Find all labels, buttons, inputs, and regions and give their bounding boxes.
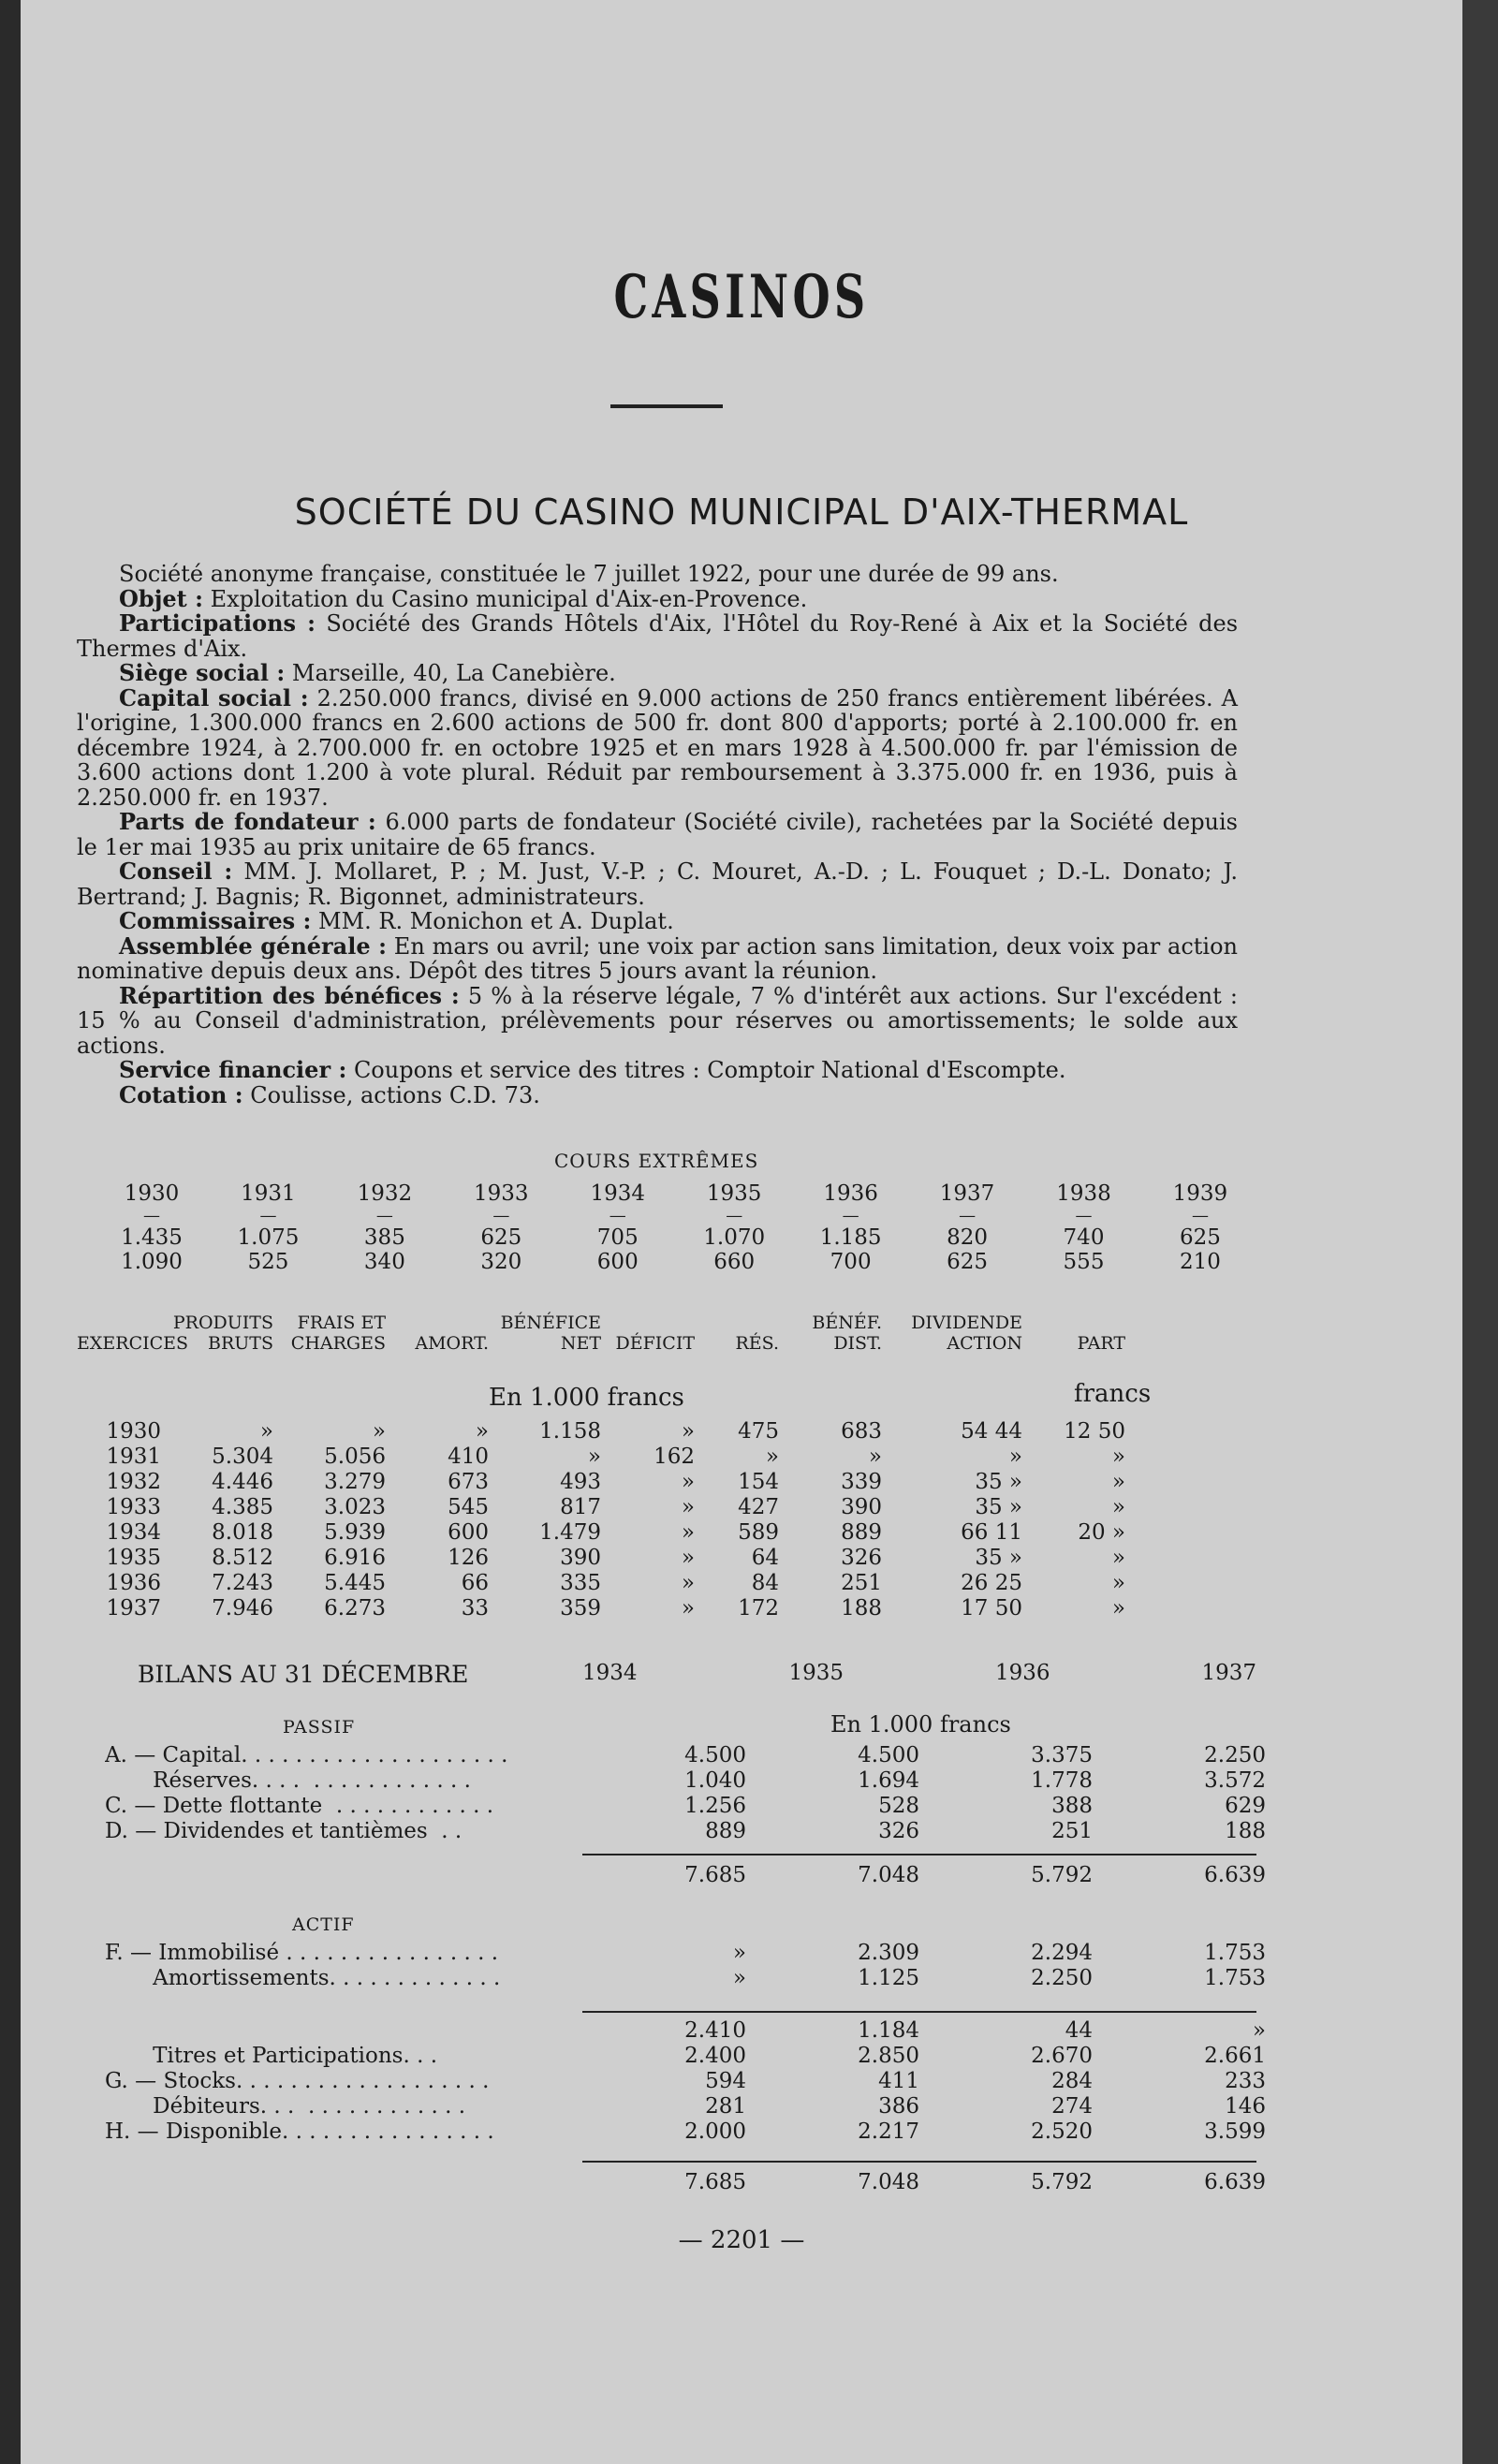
exercices-units-francs: francs [1074, 1380, 1152, 1408]
cours-low: 625 [947, 1250, 989, 1274]
bilan-total-value: » [1252, 2018, 1266, 2043]
bilan-value: 2.294 [1031, 1941, 1093, 1965]
exercices-row [77, 1596, 1247, 1621]
exercices-cell: 172 [738, 1596, 779, 1621]
exercices-cell: » [681, 1470, 695, 1494]
cours-low: 700 [830, 1250, 872, 1274]
passif-total [105, 1863, 1266, 1888]
cours-year: 1936 [823, 1181, 878, 1206]
bilan-value: » [732, 1966, 746, 1990]
description-label: Capital social : [119, 683, 309, 711]
bilan-value: 233 [1225, 2069, 1266, 2093]
cours-dash: — [143, 1206, 160, 1225]
actif-table-1 [105, 1941, 1266, 1991]
exercices-cell: 6.273 [324, 1596, 386, 1621]
bilan-label: Amortissements. . . . . . . . . . . . . [105, 1966, 501, 1990]
description-label: Assemblée générale : [119, 931, 387, 960]
exercices-cell: » [681, 1596, 695, 1621]
bilan-value: » [732, 1941, 746, 1965]
bilan-value: 4.500 [858, 1743, 919, 1767]
description-paragraph [77, 810, 1238, 859]
bilan-value: 2.661 [1204, 2044, 1266, 2068]
bilan-row [105, 2094, 1266, 2119]
bilans-year: 1935 [788, 1661, 844, 1685]
description-label: Service financier : [119, 1056, 347, 1083]
bilans-title: BILANS AU 31 DÉCEMBRE [138, 1661, 469, 1688]
bilan-value: 146 [1225, 2094, 1266, 2119]
cours-high: 1.070 [703, 1225, 766, 1250]
exercices-cell: 475 [738, 1419, 779, 1444]
description-text: MM. R. Monichon et A. Duplat. [311, 908, 674, 934]
exercices-head: EXERCICES [77, 1333, 189, 1354]
exercices-cell: 20 » [1078, 1520, 1125, 1545]
exercices-cell: 17 50 [961, 1596, 1022, 1621]
cours-high: 705 [596, 1225, 639, 1250]
bilan-row [105, 1941, 1266, 1966]
exercices-head: AMORT. [415, 1333, 489, 1354]
bilan-label: H. — Disponible. . . . . . . . . . . . . . . . [105, 2119, 494, 2144]
description-text: Coulisse, actions C.D. 73. [242, 1081, 540, 1108]
bilan-value: 889 [705, 1819, 746, 1843]
exercices-head [386, 1313, 489, 1333]
bilan-total-value: 7.048 [858, 2170, 919, 2194]
cours-dash: — [1075, 1206, 1093, 1225]
bilan-label: C. — Dette flottante . . . . . . . . . . . . [105, 1794, 493, 1818]
bilan-value: 1.256 [684, 1794, 746, 1818]
exercices-cell: 5.304 [212, 1445, 273, 1469]
exercices-head: FRAIS ET [297, 1313, 386, 1333]
bilan-value: 3.375 [1031, 1743, 1093, 1767]
exercices-head: CHARGES [290, 1333, 386, 1354]
bilan-value: 4.500 [684, 1743, 746, 1767]
actif-label: ACTIF [292, 1914, 355, 1935]
exercices-cell: 66 [461, 1571, 489, 1595]
exercices-cell: » [681, 1571, 695, 1595]
exercices-head: DIST. [833, 1333, 882, 1354]
bilan-value: 528 [878, 1794, 919, 1818]
bilan-total-value: 7.685 [684, 1863, 746, 1887]
cours-low: 555 [1063, 1250, 1105, 1274]
bilan-row [105, 1819, 1266, 1844]
exercices-cell: 335 [560, 1571, 601, 1595]
exercices-row [77, 1419, 1247, 1445]
bilan-value: 284 [1051, 2069, 1093, 2093]
bilan-value: 1.753 [1204, 1941, 1266, 1965]
bilans-year: 1934 [582, 1661, 638, 1685]
cours-dash: — [842, 1206, 859, 1225]
bilan-value: 2.250 [1204, 1743, 1266, 1767]
exercices-head [695, 1313, 779, 1333]
cours-low: 660 [713, 1250, 756, 1274]
exercices-cell: 673 [448, 1470, 489, 1494]
exercices-cell: 7.243 [212, 1571, 273, 1595]
exercices-table [77, 1419, 1247, 1621]
bilan-label [105, 2018, 573, 2044]
bilan-total-row [105, 2018, 1266, 2044]
bilan-value: 386 [878, 2094, 919, 2119]
cours-low: 525 [247, 1250, 289, 1274]
bilan-label: A. — Capital. . . . . . . . . . . . . . . . . . . . [105, 1743, 508, 1767]
bilan-row [105, 1794, 1266, 1819]
cours-low: 600 [596, 1250, 639, 1274]
cours-low: 320 [480, 1250, 522, 1274]
cours-year: 1932 [357, 1181, 413, 1206]
exercices-cell: » [259, 1419, 273, 1444]
exercices-cell: 6.916 [324, 1546, 386, 1570]
bilan-total-value: 6.639 [1204, 1863, 1266, 1887]
exercices-cell: 35 » [975, 1470, 1022, 1494]
bilan-value: 1.778 [1031, 1768, 1093, 1793]
cours-dash: — [375, 1206, 393, 1225]
exercices-head: BÉNÉFICE [500, 1313, 601, 1333]
cours-year: 1934 [590, 1181, 646, 1206]
exercices-cell: 66 11 [961, 1520, 1022, 1545]
exercices-year: 1936 [106, 1571, 161, 1595]
bilan-value: 388 [1051, 1794, 1093, 1818]
bilan-label: Titres et Participations. . . [105, 2044, 438, 2068]
exercices-cell: 889 [841, 1520, 882, 1545]
bilan-value: 251 [1051, 1819, 1093, 1843]
exercices-year: 1934 [106, 1520, 161, 1545]
cours-high: 625 [480, 1225, 522, 1250]
bilan-label: G. — Stocks. . . . . . . . . . . . . . . . . . . [105, 2069, 490, 2093]
cours-dash: — [959, 1206, 977, 1225]
exercices-cell: 7.946 [212, 1596, 273, 1621]
actif-total [105, 2170, 1266, 2195]
section-title: CASINOS [613, 262, 870, 332]
exercices-cell: » [681, 1520, 695, 1545]
description-label: Siège social : [119, 659, 286, 686]
cours-year: 1935 [706, 1181, 762, 1206]
page-number: — 2201 — [678, 2226, 805, 2254]
exercices-cell: » [1111, 1596, 1125, 1621]
exercices-cell: 5.445 [324, 1571, 386, 1595]
exercices-cell: 589 [738, 1520, 779, 1545]
cours-high: 625 [1179, 1225, 1221, 1250]
description-paragraph [77, 683, 1239, 811]
exercices-cell: » [587, 1445, 601, 1469]
exercices-cell: » [681, 1495, 695, 1519]
exercices-units: En 1.000 francs [489, 1384, 684, 1412]
description-text: MM. J. Mollaret, P. ; M. Just, V.-P. ; C. Mouret, A.-D. ; L. Fouquet ; D.-L. Donato; J. Bertrand; J. Bagnis; R. Bigonnet, administrateurs. [77, 858, 1238, 910]
bilan-total-value: 2.410 [684, 2018, 746, 2043]
exercices-year: 1937 [106, 1596, 161, 1621]
description-paragraph [77, 931, 1238, 984]
exercices-header [77, 1313, 1238, 1354]
exercices-head: NET [560, 1333, 601, 1354]
company-description [77, 562, 1238, 1107]
exercices-cell: » [475, 1419, 489, 1444]
exercices-row [77, 1571, 1247, 1596]
bilan-value: 629 [1225, 1794, 1266, 1818]
passif-rule [582, 1854, 1256, 1855]
cours-low: 210 [1179, 1250, 1221, 1274]
bilan-label: Réserves. . . . . . . . . . . . . . . . [105, 1768, 471, 1793]
exercices-cell: 5.056 [324, 1445, 386, 1469]
bilans-years [582, 1661, 1256, 1685]
description-text: Marseille, 40, La Canebière. [285, 660, 616, 686]
exercices-cell: 5.939 [324, 1520, 386, 1545]
exercices-year: 1932 [106, 1470, 161, 1494]
cours-low: 1.090 [121, 1250, 183, 1274]
bilan-value: 281 [705, 2094, 746, 2119]
exercices-cell: 26 25 [961, 1571, 1022, 1595]
cours-year: 1937 [939, 1181, 995, 1206]
exercices-row [77, 1520, 1247, 1546]
description-label: Commissaires : [119, 907, 312, 934]
bilan-value: 1.040 [684, 1768, 746, 1793]
exercices-cell: 390 [841, 1495, 882, 1519]
exercices-head: PART [1077, 1333, 1125, 1354]
description-text: 2.250.000 francs, divisé en 9.000 actions de 250 francs entièrement libérées. A l'origine, 1.300.000 francs en 2.600 actions de 500 fr. dont 800 d'apports; porté à 2.100.000 fr. en décembre 1924, à 2.700.000 fr. en octobre 1925 et en mars 1928 à 4.500.000 fr. par l'émission de 3.600 actions dont 1.200 à vote plural. Réduit par remboursement à 3.375.000 fr. en 1936, puis à 2.250.000 fr. en 1937. [77, 684, 1239, 811]
actif-rule-1 [582, 2011, 1256, 2013]
description-text: Société anonyme française, constituée le 7 juillet 1922, pour une durée de 99 ans. [119, 561, 1059, 587]
bilan-value: 2.400 [684, 2044, 746, 2068]
description-label: Conseil : [119, 858, 233, 885]
exercices-head: ACTION [947, 1333, 1022, 1354]
bilan-value: 1.125 [858, 1966, 919, 1990]
cours-dash: — [1191, 1206, 1209, 1225]
bilan-value: 2.670 [1031, 2044, 1093, 2068]
exercices-cell: 64 [751, 1546, 779, 1570]
description-text: Coupons et service des titres : Comptoir National d'Escompte. [346, 1057, 1066, 1083]
actif-rule-2 [582, 2161, 1256, 2163]
exercices-head: RÉS. [735, 1333, 779, 1354]
bilan-value: 3.572 [1204, 1768, 1266, 1793]
cours-high: 1.185 [819, 1225, 882, 1250]
exercices-cell: » [1111, 1571, 1125, 1595]
exercices-cell: 162 [654, 1445, 695, 1469]
exercices-head: DIVIDENDE [911, 1313, 1022, 1333]
exercices-cell: 427 [738, 1495, 779, 1519]
bilan-value: 2.850 [858, 2044, 919, 2068]
description-paragraph [77, 859, 1238, 909]
exercices-head: BRUTS [208, 1333, 273, 1354]
exercices-head [77, 1313, 161, 1333]
exercices-cell: 154 [738, 1470, 779, 1494]
bilan-label [105, 1863, 573, 1888]
cours-dash: — [259, 1206, 277, 1225]
bilan-row [105, 2119, 1266, 2145]
bilan-total-value: 5.792 [1031, 2170, 1093, 2194]
cours-dash: — [492, 1206, 510, 1225]
company-name: SOCIÉTÉ DU CASINO MUNICIPAL D'AIX-THERMAL [294, 491, 1189, 533]
cours-high: 1.435 [121, 1225, 183, 1250]
exercices-cell: 126 [448, 1546, 489, 1570]
bilan-value: 1.694 [858, 1768, 919, 1793]
bilan-value: 1.753 [1204, 1966, 1266, 1990]
bilan-value: 2.309 [858, 1941, 919, 1965]
bilan-row [105, 1966, 1266, 1991]
cours-low: 340 [363, 1250, 405, 1274]
exercices-cell: 339 [841, 1470, 882, 1494]
description-label: Cotation : [119, 1080, 243, 1108]
exercices-head: PRODUITS [172, 1313, 273, 1333]
bilan-value: 274 [1051, 2094, 1093, 2119]
exercices-cell: » [1111, 1445, 1125, 1469]
cours-high: 385 [363, 1225, 405, 1250]
bilans-year: 1937 [1201, 1661, 1256, 1685]
exercices-cell: 3.279 [324, 1470, 386, 1494]
cours-high: 820 [947, 1225, 989, 1250]
exercices-cell: 54 44 [961, 1419, 1022, 1444]
exercices-cell: 600 [448, 1520, 489, 1545]
exercices-head [601, 1313, 695, 1333]
exercices-cell: 84 [751, 1571, 779, 1595]
cours-year: 1938 [1056, 1181, 1111, 1206]
description-paragraph [77, 562, 1238, 587]
bilan-label: D. — Dividendes et tantièmes . . [105, 1819, 463, 1843]
bilan-total-value: 7.685 [684, 2170, 746, 2194]
bilan-value: 3.599 [1204, 2119, 1266, 2144]
description-text: Société des Grands Hôtels d'Aix, l'Hôtel du Roy-René à Aix et la Société des Thermes d'Aix. [77, 610, 1239, 662]
exercices-row [77, 1495, 1247, 1520]
actif-table-2 [105, 2044, 1266, 2145]
exercices-row [77, 1445, 1247, 1470]
exercices-head: BÉNÉF. [812, 1313, 882, 1333]
description-text: 6.000 parts de fondateur (Société civile), rachetées par la Société depuis le 1er mai 1935 au prix unitaire de 65 francs. [77, 809, 1239, 860]
bilan-total-value: 1.184 [858, 2018, 919, 2043]
exercices-row [77, 1470, 1247, 1495]
cours-year: 1931 [241, 1181, 296, 1206]
cours-table [105, 1181, 1247, 1274]
bilans-units: En 1.000 francs [830, 1711, 1011, 1738]
exercices-cell: 410 [448, 1445, 489, 1469]
description-paragraph [77, 661, 1238, 686]
bilan-label: F. — Immobilisé . . . . . . . . . . . . . . . . [105, 1941, 499, 1965]
passif-table [105, 1743, 1266, 1844]
description-paragraph [77, 909, 1238, 934]
actif-subtotal [105, 2018, 1266, 2044]
bilan-total-value: 44 [1065, 2018, 1093, 2043]
description-paragraph [77, 584, 1238, 612]
exercices-cell: 359 [560, 1596, 601, 1621]
exercices-cell: » [1008, 1445, 1022, 1469]
description-paragraph [77, 981, 1239, 1059]
exercices-cell: 1.479 [539, 1520, 601, 1545]
exercices-cell: 4.385 [212, 1495, 273, 1519]
exercices-year: 1931 [106, 1445, 161, 1469]
cours-dash: — [609, 1206, 626, 1225]
bilan-value: 188 [1225, 1819, 1266, 1843]
bilan-value: 326 [878, 1819, 919, 1843]
bilan-total-value: 7.048 [858, 1863, 919, 1887]
exercices-cell: 33 [461, 1596, 489, 1621]
bilan-value: 2.250 [1031, 1966, 1093, 1990]
exercices-cell: 35 » [975, 1495, 1022, 1519]
description-paragraph [77, 1080, 1238, 1108]
cours-high: 740 [1063, 1225, 1105, 1250]
exercices-cell: » [681, 1546, 695, 1570]
exercices-cell: 12 50 [1064, 1419, 1125, 1444]
exercices-cell: 817 [560, 1495, 601, 1519]
bilans-year: 1936 [994, 1661, 1050, 1685]
exercices-cell: 390 [560, 1546, 601, 1570]
cours-year: 1939 [1172, 1181, 1228, 1206]
exercices-year: 1930 [106, 1419, 161, 1444]
exercices-year: 1935 [106, 1546, 161, 1570]
exercices-cell: 4.446 [212, 1470, 273, 1494]
exercices-cell: 326 [841, 1546, 882, 1570]
exercices-cell: 251 [841, 1571, 882, 1595]
description-label: Répartition des bénéfices : [119, 981, 460, 1009]
bilan-value: 594 [705, 2069, 746, 2093]
bilan-value: 2.520 [1031, 2119, 1093, 2144]
exercices-cell: » [372, 1419, 386, 1444]
bilan-value: 411 [878, 2069, 919, 2093]
cours-dash: — [726, 1206, 743, 1225]
exercices-cell: 1.158 [539, 1419, 601, 1444]
exercices-head [1022, 1313, 1125, 1333]
exercices-cell: 188 [841, 1596, 882, 1621]
bilan-total-row [105, 2170, 1266, 2195]
bilan-value: 2.217 [858, 2119, 919, 2144]
description-label: Parts de fondateur : [119, 808, 376, 835]
bilan-total-value: 5.792 [1031, 1863, 1093, 1887]
exercices-year: 1933 [106, 1495, 161, 1519]
cours-high: 1.075 [237, 1225, 300, 1250]
exercices-cell: » [1111, 1470, 1125, 1494]
exercices-cell: » [868, 1445, 882, 1469]
bilan-row [105, 1768, 1266, 1794]
exercices-cell: 3.023 [324, 1495, 386, 1519]
book-edge [1462, 0, 1498, 2464]
exercices-cell: 493 [560, 1470, 601, 1494]
exercices-cell: 35 » [975, 1546, 1022, 1570]
description-text: En mars ou avril; une voix par action sans limitation, deux voix par action nominative depuis deux ans. Dépôt des titres 5 jours avant la réunion. [77, 932, 1238, 984]
bilan-total-row [105, 1863, 1266, 1888]
bilan-label: Débiteurs. . . . . . . . . . . . . . . [105, 2094, 466, 2119]
description-text: 5 % à la réserve légale, 7 % d'intérêt aux actions. Sur l'excédent : 15 % au Conseil d'administration, prélèvements pour réserves ou amortissements; le solde aux actions. [77, 982, 1239, 1059]
exercices-cell: » [765, 1445, 779, 1469]
description-label: Objet : [119, 584, 203, 612]
bilan-label [105, 2170, 573, 2195]
bilan-value: 2.000 [684, 2119, 746, 2144]
exercices-cell: 8.512 [212, 1546, 273, 1570]
bilan-row [105, 2069, 1266, 2094]
cours-year: 1930 [124, 1181, 180, 1206]
page [21, 0, 1462, 2464]
cours-year: 1933 [474, 1181, 529, 1206]
description-paragraph [77, 611, 1238, 661]
exercices-cell: » [1111, 1546, 1125, 1570]
description-text: Exploitation du Casino municipal d'Aix-en-Provence. [202, 585, 808, 612]
exercices-cell: » [1111, 1495, 1125, 1519]
exercices-cell: » [681, 1419, 695, 1444]
exercices-cell: 545 [448, 1495, 489, 1519]
description-paragraph [77, 1058, 1238, 1083]
title-rule [610, 404, 723, 408]
bilan-row [105, 1743, 1266, 1768]
passif-label: PASSIF [283, 1717, 356, 1738]
exercices-head: DÉFICIT [615, 1333, 695, 1354]
exercices-cell: 683 [841, 1419, 882, 1444]
exercices-cell: 8.018 [212, 1520, 273, 1545]
cours-title: COURS EXTRÊMES [554, 1150, 759, 1172]
description-label: Participations : [119, 609, 316, 637]
exercices-row [77, 1546, 1247, 1571]
bilan-row [105, 2044, 1266, 2069]
bilan-total-value: 6.639 [1204, 2170, 1266, 2194]
